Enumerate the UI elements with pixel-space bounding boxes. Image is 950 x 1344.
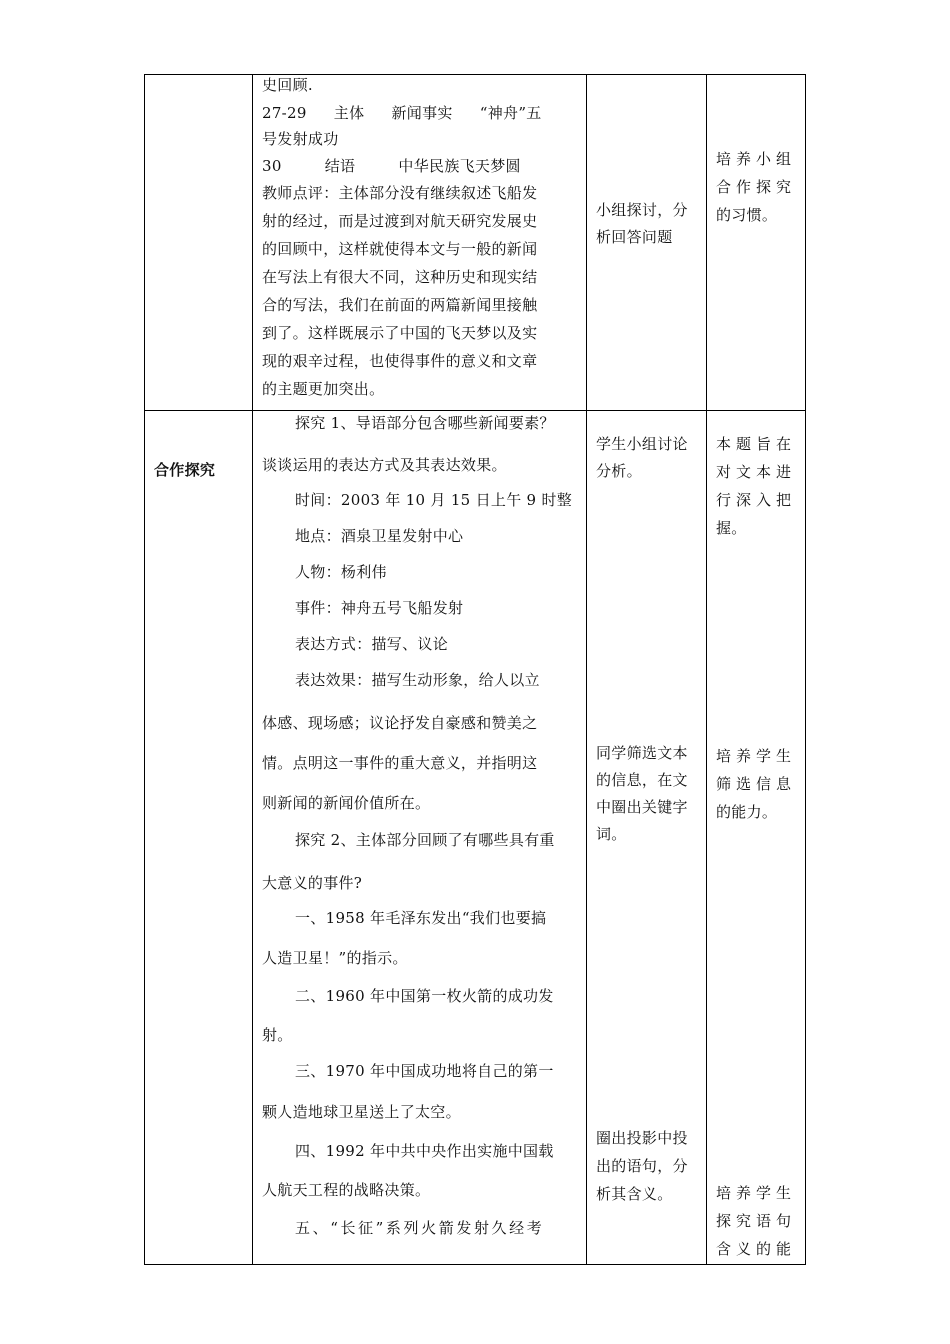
content-line: 三、1970 年中国成功地将自己的第一	[295, 1062, 554, 1080]
content-line: 颗人造地球卫星送上了太空。	[262, 1103, 461, 1121]
section-label: 合作探究	[154, 461, 216, 479]
student-line: 圈出投影中投	[596, 1129, 688, 1147]
content-line: 地点：酒泉卫星发射中心	[295, 527, 464, 545]
content-line: 在写法上有很大不同，这种历史和现实结	[262, 268, 538, 286]
content-line: 情。点明这一事件的重大意义，并指明这	[262, 754, 538, 772]
col-divider-3	[706, 74, 707, 1265]
content-line: 人航天工程的战略决策。	[262, 1181, 431, 1199]
content-line: 二、1960 年中国第一枚火箭的成功发	[295, 987, 554, 1005]
intent-line: 探究语句	[716, 1212, 797, 1230]
content-line: 表达方式：描写、议论	[295, 635, 449, 653]
intent-line: 筛选信息	[716, 775, 797, 793]
intent-line: 培养小组	[716, 150, 797, 168]
content-line: 的主题更加突出。	[262, 380, 385, 398]
content-line-text: 27-29 主体 新闻事实 “神舟”五	[262, 104, 542, 122]
student-line: 分析。	[596, 462, 642, 480]
intent-line: 行深入把	[716, 491, 797, 509]
content-line: 人造卫星！”的指示。	[262, 949, 408, 967]
col-divider-1	[252, 74, 253, 1265]
content-line: 体感、现场感；议论抒发自豪感和赞美之	[262, 714, 538, 732]
content-line: 谈谈运用的表达方式及其表达效果。	[262, 456, 507, 474]
content-line: 的回顾中，这样就使得本文与一般的新闻	[262, 240, 538, 258]
content-line: 教师点评：主体部分没有继续叙述飞船发	[262, 184, 538, 202]
intent-line: 合作探究	[716, 178, 797, 196]
content-line: 合的写法，我们在前面的两篇新闻里接触	[262, 296, 538, 314]
intent-line: 本题旨在	[716, 435, 797, 453]
intent-line: 培养学生	[716, 1184, 797, 1202]
content-line: 探究 1、导语部分包含哪些新闻要素？	[295, 414, 555, 432]
content-line: 则新闻的新闻价值所在。	[262, 794, 431, 812]
student-line: 同学筛选文本	[596, 744, 688, 762]
content-line	[262, 153, 521, 179]
content-line-text: 30 结语 中华民族飞天梦圆	[262, 157, 521, 175]
content-line: 四、1992 年中共中央作出实施中国载	[295, 1142, 554, 1160]
student-line: 中圈出关键字	[596, 798, 688, 816]
content-line: 大意义的事件?	[262, 874, 363, 892]
content-line: 五、“长征”系列火箭发射久经考	[295, 1219, 545, 1237]
student-line: 小组探讨，分	[596, 201, 688, 219]
content-line: 探究 2、主体部分回顾了有哪些具有重	[295, 831, 555, 849]
content-line: 人物：杨利伟	[295, 563, 387, 581]
student-line: 出的语句，分	[596, 1157, 688, 1175]
content-line: 表达效果：描写生动形象，给人以立	[295, 671, 540, 689]
student-line: 词。	[596, 825, 627, 843]
content-line: 射。	[262, 1026, 293, 1044]
student-line: 的信息，在文	[596, 771, 688, 789]
intent-line: 的能力。	[716, 803, 778, 821]
content-line	[262, 100, 542, 126]
col-divider-2	[586, 74, 587, 1265]
content-line: 史回顾.	[262, 76, 313, 94]
student-line: 析其含义。	[596, 1185, 673, 1203]
content-line: 射的经过，而是过渡到对航天研究发展史	[262, 212, 538, 230]
content-line: 号发射成功	[262, 130, 339, 148]
content-line: 时间：2003 年 10 月 15 日上午 9 时整	[295, 491, 573, 509]
student-line: 析回答问题	[596, 228, 673, 246]
intent-line: 的习惯。	[716, 206, 778, 224]
content-line: 现的艰辛过程，也使得事件的意义和文章	[262, 352, 538, 370]
intent-line: 培养学生	[716, 747, 797, 765]
intent-line: 含义的能	[716, 1240, 797, 1258]
intent-line: 握。	[716, 519, 747, 537]
content-line: 一、1958 年毛泽东发出“我们也要搞	[295, 909, 547, 927]
student-line: 学生小组讨论	[596, 435, 688, 453]
intent-line: 对文本进	[716, 463, 797, 481]
content-line: 到了。这样既展示了中国的飞天梦以及实	[262, 324, 538, 342]
content-line: 事件：神舟五号飞船发射	[295, 599, 464, 617]
